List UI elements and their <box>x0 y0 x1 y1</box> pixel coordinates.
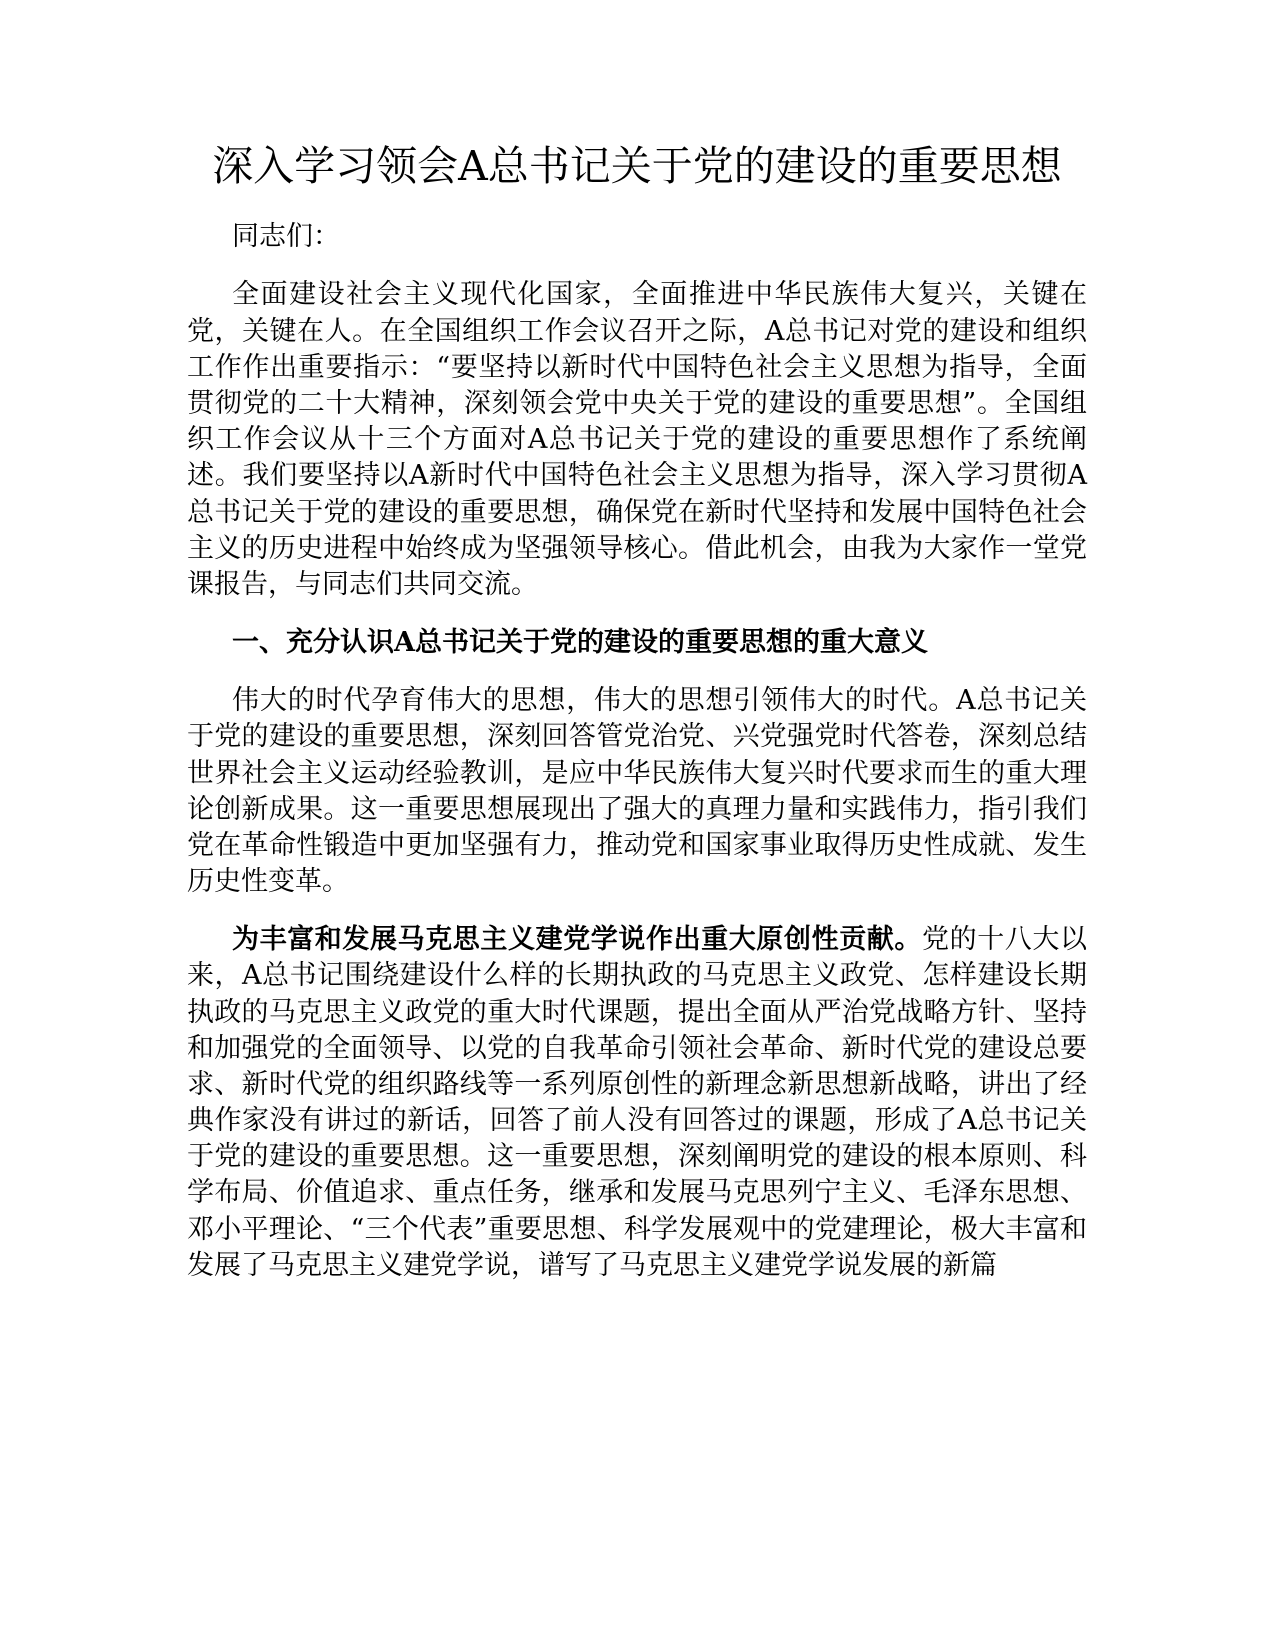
paragraph-body-text: 党的十八大以来，A总书记围绕建设什么样的长期执政的马克思主义政党、怎样建设长期执政的马克思主义政党的重大时代课题，提出全面从严治党战略方针、坚持和加强党的全面领导、以党的自我革命引领社会革命、新时代党的建设总要求、新时代党的组织路线等一系列原创性的新理念新思想新战略，讲出了经典作家没有讲过的新话，回答了前人没有回答过的课题，形成了A总书记关于党的建设的重要思想。这一重要思想，深刻阐明党的建设的根本原则、科学布局、价值追求、重点任务，继承和发展马克思列宁主义、毛泽东思想、邓小平理论、“三个代表”重要思想、科学发展观中的党建理论，极大丰富和发展了马克思主义建党学说，谱写了马克思主义建党学说发展的新篇 <box>187 924 1087 1281</box>
paragraph-contribution <box>187 922 1087 1284</box>
section-heading-1: 一、充分认识A总书记关于党的建设的重要思想的重大意义 <box>232 627 928 659</box>
paragraph-lead-sentence: 为丰富和发展马克思主义建党学说作出重大原创性贡献。 <box>232 924 922 956</box>
paragraph-significance: 伟大的时代孕育伟大的思想，伟大的思想引领伟大的时代。A总书记关于党的建设的重要思想，深刻回答管党治党、兴党强党时代答卷，深刻总结世界社会主义运动经验教训，是应中华民族伟大复兴时代要求而生的重大理论创新成果。这一重要思想展现出了强大的真理力量和实践伟力，指引我们党在革命性锻造中更加坚强有力，推动党和国家事业取得历史性成就、发生历史性变革。 <box>187 685 1087 898</box>
document-title: 深入学习领会A总书记关于党的建设的重要思想 <box>212 142 1062 190</box>
salutation: 同志们： <box>232 221 340 253</box>
paragraph-intro: 全面建设社会主义现代化国家，全面推进中华民族伟大复兴，关键在党，关键在人。在全国组织工作会议召开之际，A总书记对党的建设和组织工作作出重要指示：“要坚持以新时代中国特色社会主义思想为指导，全面贯彻党的二十大精神，深刻领会党中央关于党的建设的重要思想”。全国组织工作会议从十三个方面对A总书记关于党的建设的重要思想作了系统阐述。我们要坚持以A新时代中国特色社会主义思想为指导，深入学习贯彻A总书记关于党的建设的重要思想，确保党在新时代坚持和发展中国特色社会主义的历史进程中始终成为坚强领导核心。借此机会，由我为大家作一堂党课报告，与同志们共同交流。 <box>187 279 1087 600</box>
document-body <box>187 140 1087 1284</box>
